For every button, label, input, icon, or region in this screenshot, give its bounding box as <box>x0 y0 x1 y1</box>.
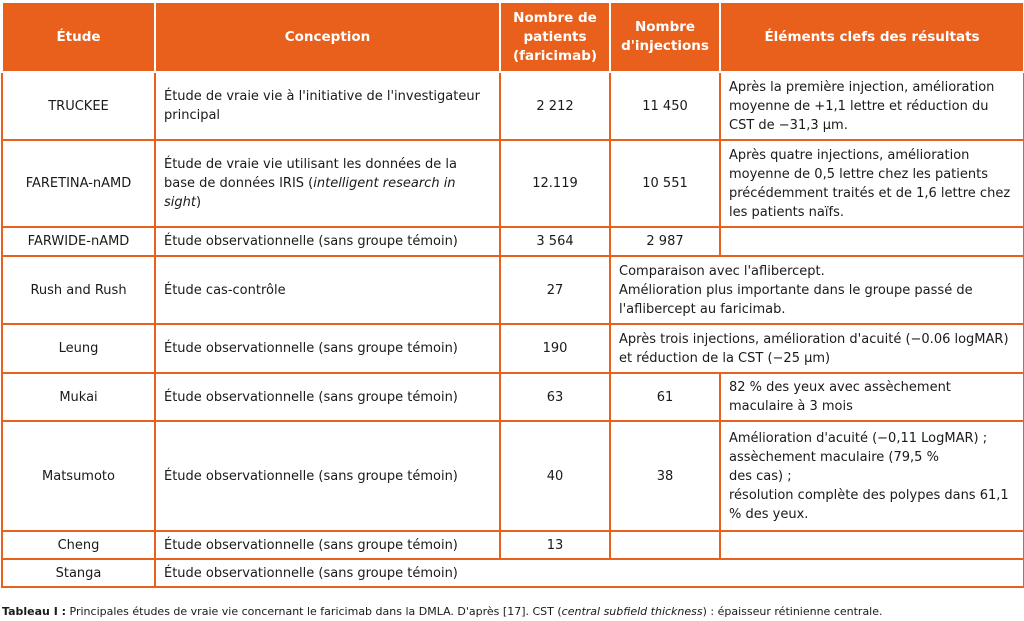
header-patients: Nombre de patients (faricimab) <box>500 2 610 72</box>
key-results-line: des cas) ; <box>729 468 792 484</box>
patients-count: 27 <box>500 256 610 324</box>
study-name: Matsumoto <box>2 421 155 531</box>
key-results-line: Amélioration d'acuité (−0,11 LogMAR) ; <box>729 430 988 446</box>
key-results-line: assèchement maculaire (79,5 % <box>729 449 939 465</box>
study-design-text: Étude de vraie vie utilisant les données de la base de données IRIS ( <box>164 157 457 191</box>
study-name: Cheng <box>2 531 155 559</box>
patients-count: 12.119 <box>500 140 610 227</box>
injections-count: 38 <box>610 421 720 531</box>
table-row <box>2 256 1024 324</box>
table-row <box>2 72 1024 140</box>
key-results-line: Comparaison avec l'aflibercept. <box>619 263 825 279</box>
patients-count: 2 212 <box>500 72 610 140</box>
patients-count: 190 <box>500 324 610 373</box>
caption-text-end: ) : épaisseur rétinienne centrale. <box>702 605 883 618</box>
study-design: Étude observationnelle (sans groupe témoin) <box>155 531 500 559</box>
table-row <box>2 559 1024 587</box>
table-row <box>2 373 1024 421</box>
key-results <box>610 256 1024 324</box>
table-row <box>2 531 1024 559</box>
table-row <box>2 421 1024 531</box>
study-design: Étude cas-contrôle <box>155 256 500 324</box>
study-design: Étude observationnelle (sans groupe témoin) <box>155 227 500 256</box>
injections-count: 11 450 <box>610 72 720 140</box>
header-conception: Conception <box>155 2 500 72</box>
study-name: TRUCKEE <box>2 72 155 140</box>
study-name: Mukai <box>2 373 155 421</box>
header-resultats: Éléments clefs des résultats <box>720 2 1024 72</box>
key-results <box>720 421 1024 531</box>
caption-label: Tableau I : <box>2 605 67 618</box>
study-design-text-end: ) <box>195 195 202 210</box>
table-row <box>2 227 1024 256</box>
injections-count: 2 987 <box>610 227 720 256</box>
key-results <box>720 227 1024 256</box>
key-results <box>720 531 1024 559</box>
caption-italic: central subfield thickness <box>561 605 703 618</box>
study-name: Rush and Rush <box>2 256 155 324</box>
key-results: 82 % des yeux avec assèchement maculaire à 3 mois <box>720 373 1024 421</box>
key-results-line: résolution complète des polypes dans 61,1 % des yeux. <box>729 487 1009 522</box>
caption-text: Principales études de vraie vie concernant le faricimab dans la DMLA. D'après [17]. CST ( <box>66 605 562 618</box>
study-design-italic: intelligent research in sight <box>164 176 456 210</box>
study-design: Étude observationnelle (sans groupe témoin) <box>155 559 1024 587</box>
injections-count: 61 <box>610 373 720 421</box>
table-row <box>2 140 1024 227</box>
table-caption <box>2 605 883 618</box>
study-name: FARWIDE-nAMD <box>2 227 155 256</box>
key-results: Après la première injection, amélioration moyenne de +1,1 lettre et réduction du CST de −31,3 µm. <box>720 72 1024 140</box>
study-design: Étude observationnelle (sans groupe témoin) <box>155 373 500 421</box>
study-name: Leung <box>2 324 155 373</box>
table-row <box>2 324 1024 373</box>
patients-count: 63 <box>500 373 610 421</box>
header-injections: Nombre d'injections <box>610 2 720 72</box>
header-etude: Étude <box>2 2 155 72</box>
table-header-row <box>2 2 1024 72</box>
injections-count: 10 551 <box>610 140 720 227</box>
key-results: Après trois injections, amélioration d'acuité (−0.06 logMAR) et réduction de la CST (−25 µm) <box>610 324 1024 373</box>
study-name: FARETINA-nAMD <box>2 140 155 227</box>
studies-table <box>1 1 1024 588</box>
key-results: Après quatre injections, amélioration moyenne de 0,5 lettre chez les patients précédemment traités et de 1,6 lettre chez les patients naïfs. <box>720 140 1024 227</box>
key-results-line: Amélioration plus importante dans le groupe passé de l'aflibercept au faricimab. <box>619 282 973 317</box>
study-design: Étude observationnelle (sans groupe témoin) <box>155 324 500 373</box>
study-design: Étude de vraie vie à l'initiative de l'investigateur principal <box>155 72 500 140</box>
study-design: Étude observationnelle (sans groupe témoin) <box>155 421 500 531</box>
study-design <box>155 140 500 227</box>
injections-count <box>610 531 720 559</box>
patients-count: 13 <box>500 531 610 559</box>
patients-count: 40 <box>500 421 610 531</box>
patients-count: 3 564 <box>500 227 610 256</box>
study-name: Stanga <box>2 559 155 587</box>
